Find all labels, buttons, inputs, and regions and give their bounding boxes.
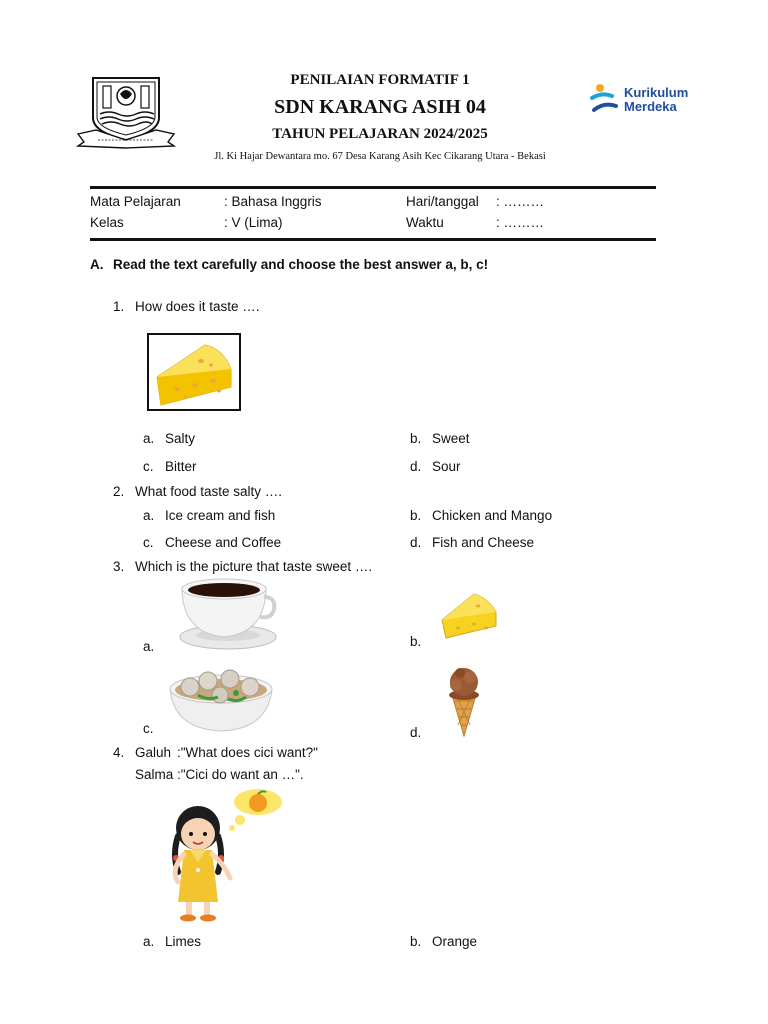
- kurikulum-logo-line2: Merdeka: [624, 99, 677, 114]
- question-1: [113, 299, 260, 314]
- academic-year: TAHUN PELAJARAN 2024/2025: [272, 126, 488, 142]
- time-label: Waktu: [406, 215, 444, 230]
- option-text: Salty: [165, 431, 196, 446]
- orange-icon: [249, 794, 267, 812]
- option-text: Bitter: [165, 459, 197, 474]
- cheese-image-frame: [147, 333, 241, 411]
- kurikulum-merdeka-icon: [588, 82, 622, 118]
- speaker-salma: Salma: [135, 767, 174, 782]
- option-label: d.: [410, 725, 422, 740]
- option-label: a.: [143, 431, 155, 446]
- question-text: What food taste salty ….: [135, 484, 283, 499]
- kurikulum-merdeka-logo: [588, 82, 708, 122]
- q3-option-d[interactable]: [410, 725, 432, 740]
- question-number: 2.: [113, 484, 125, 499]
- exam-title: PENILAIAN FORMATIF 1: [290, 72, 470, 88]
- question-text: Which is the picture that taste sweet ….: [135, 559, 373, 574]
- option-label: c.: [143, 535, 154, 550]
- salma-line: :"Cici do want an …".: [177, 767, 304, 782]
- info-top-rule: [90, 186, 656, 189]
- school-address: Jl. Ki Hajar Dewantara mo. 67 Desa Karang Asih Kec Cikarang Utara - Bekasi: [214, 151, 546, 162]
- question-3: [113, 559, 372, 574]
- q1-option-c[interactable]: [143, 459, 197, 474]
- q2-option-d[interactable]: [410, 535, 534, 550]
- galuh-line: :"What does cici want?": [177, 745, 318, 760]
- section-instruction-text: Read the text carefully and choose the best answer a, b, c!: [113, 257, 489, 272]
- q4-option-a[interactable]: [143, 934, 201, 949]
- meatball-soup-icon[interactable]: [168, 665, 274, 735]
- option-text: Ice cream and fish: [165, 508, 276, 523]
- option-label: a.: [143, 934, 155, 949]
- option-label: b.: [410, 508, 422, 523]
- option-label: c.: [143, 721, 154, 736]
- option-text: Fish and Cheese: [432, 535, 535, 550]
- subject-value: : Bahasa Inggris: [224, 194, 322, 209]
- day-label: Hari/tanggal: [406, 194, 479, 209]
- q1-option-b[interactable]: [410, 431, 470, 446]
- school-name: SDN KARANG ASIH 04: [274, 96, 486, 118]
- section-label: A.: [90, 257, 104, 272]
- class-value: : V (Lima): [224, 215, 283, 230]
- question-4-line1: [113, 745, 318, 760]
- question-number: 3.: [113, 559, 125, 574]
- day-value: : ………: [496, 194, 545, 209]
- q2-option-b[interactable]: [410, 508, 552, 523]
- info-bottom-rule: [90, 238, 656, 241]
- option-text: Limes: [165, 934, 202, 949]
- question-4-line2: [135, 767, 304, 782]
- question-2: [113, 484, 282, 499]
- q4-option-b[interactable]: [410, 934, 477, 949]
- question-text: How does it taste ….: [135, 299, 260, 314]
- ice-cream-cone-icon[interactable]: [440, 665, 490, 737]
- option-label: d.: [410, 535, 422, 550]
- option-label: b.: [410, 934, 422, 949]
- kurikulum-logo-line1: Kurikulum: [624, 85, 689, 100]
- q1-option-a[interactable]: [143, 431, 195, 446]
- option-label: b.: [410, 431, 422, 446]
- subject-label: Mata Pelajaran: [90, 194, 181, 209]
- question-number: 4.: [113, 745, 125, 760]
- q2-option-c[interactable]: [143, 535, 281, 550]
- question-number: 1.: [113, 299, 125, 314]
- option-label: b.: [410, 634, 422, 649]
- option-text: Sweet: [432, 431, 470, 446]
- girl-thinking-orange-image: [164, 786, 286, 924]
- option-label: d.: [410, 459, 422, 474]
- option-label: a.: [143, 508, 155, 523]
- coffee-cup-icon[interactable]: [176, 577, 278, 653]
- option-label: a.: [143, 639, 155, 654]
- class-label: Kelas: [90, 215, 124, 230]
- time-value: : ………: [496, 215, 545, 230]
- section-instruction: [90, 257, 488, 272]
- q3-option-c[interactable]: [143, 721, 165, 736]
- cheese-icon[interactable]: [440, 588, 498, 640]
- q2-option-a[interactable]: [143, 508, 275, 523]
- option-text: Chicken and Mango: [432, 508, 553, 523]
- speaker-galuh: Galuh: [135, 745, 172, 760]
- option-label: c.: [143, 459, 154, 474]
- option-text: Sour: [432, 459, 461, 474]
- option-text: Orange: [432, 934, 478, 949]
- q1-option-d[interactable]: [410, 459, 461, 474]
- q3-option-a[interactable]: [143, 639, 165, 654]
- option-text: Cheese and Coffee: [165, 535, 282, 550]
- cheese-icon: [149, 335, 239, 409]
- q3-option-b[interactable]: [410, 634, 432, 649]
